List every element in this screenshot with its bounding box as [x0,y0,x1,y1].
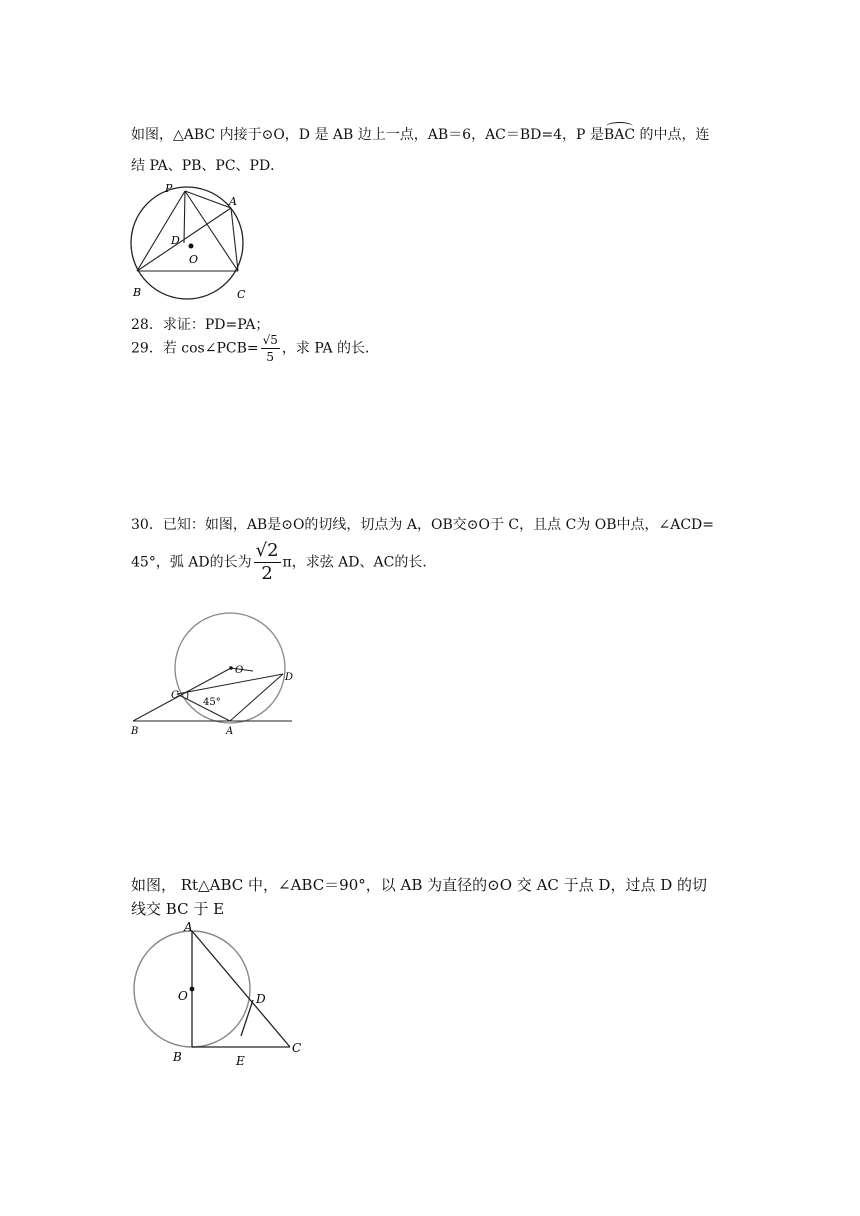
question-28: 28．求证：PD=PA； [131,317,270,333]
problem3-text-line1: 如图， Rt△ABC 中，∠ABC＝90°，以 AB 为直径的⊙O 交 AC 于点 D，过点 D 的切 [131,876,708,894]
label-a: A [229,195,237,208]
problem1-text-line2: 结 PA、PB、PC、PD． [131,158,285,174]
q29-fraction [261,334,280,363]
label-p: P [165,182,173,195]
label-d: D [285,672,294,683]
q29-a: 29．若 cos∠PCB= [131,340,259,357]
label-b: B [131,726,139,737]
label-a: A [184,920,193,934]
problem1-text-line1 [131,124,710,144]
label-o: O [235,665,244,676]
label-angle: 45° [203,697,221,708]
label-o: O [189,253,199,266]
circle-o [131,187,243,299]
problem3-text-line2: 线交 BC 于 E [131,900,225,918]
question-29 [131,334,379,363]
arc-num: √2 [255,540,279,561]
problem2-text-line1: 30．已知：如图，AB是⊙O的切线，切点为 A，OB交⊙O于 C，且点 C为 OB中点，∠ACD= [131,517,715,533]
arc-length-fraction [254,542,281,583]
problem1-line1-a: 如图，△ABC 内接于⊙O，D 是 AB 边上一点，AB＝6，AC＝BD=4，P 是 [131,127,604,143]
label-b: B [173,1050,182,1064]
label-a: A [226,726,234,737]
problem2-text-line2 [131,542,436,583]
arc-bac: BAC [603,127,636,143]
problem2-line2-a: 45°，弧 AD的长为 [131,554,252,571]
label-c: C [292,1041,302,1055]
problem2-figure [125,610,300,740]
problem1-figure [125,180,260,305]
label-c: C [237,288,246,301]
label-e: E [236,1054,245,1068]
q29-b: ，求 PA 的长． [281,340,380,357]
label-d: D [256,992,266,1006]
problem2-line2-b: π，求弦 AD、AC的长． [282,554,437,571]
label-o: O [178,989,188,1003]
label-d: D [171,234,180,247]
arc-den: 2 [261,563,273,584]
problem1-line1-b: 的中点，连 [635,127,710,143]
problem3-figure [125,915,310,1070]
center-dot [189,244,194,249]
q29-num: √5 [262,333,278,347]
q29-den: 5 [266,350,275,364]
label-c: C [171,690,179,701]
label-b: B [133,286,142,299]
